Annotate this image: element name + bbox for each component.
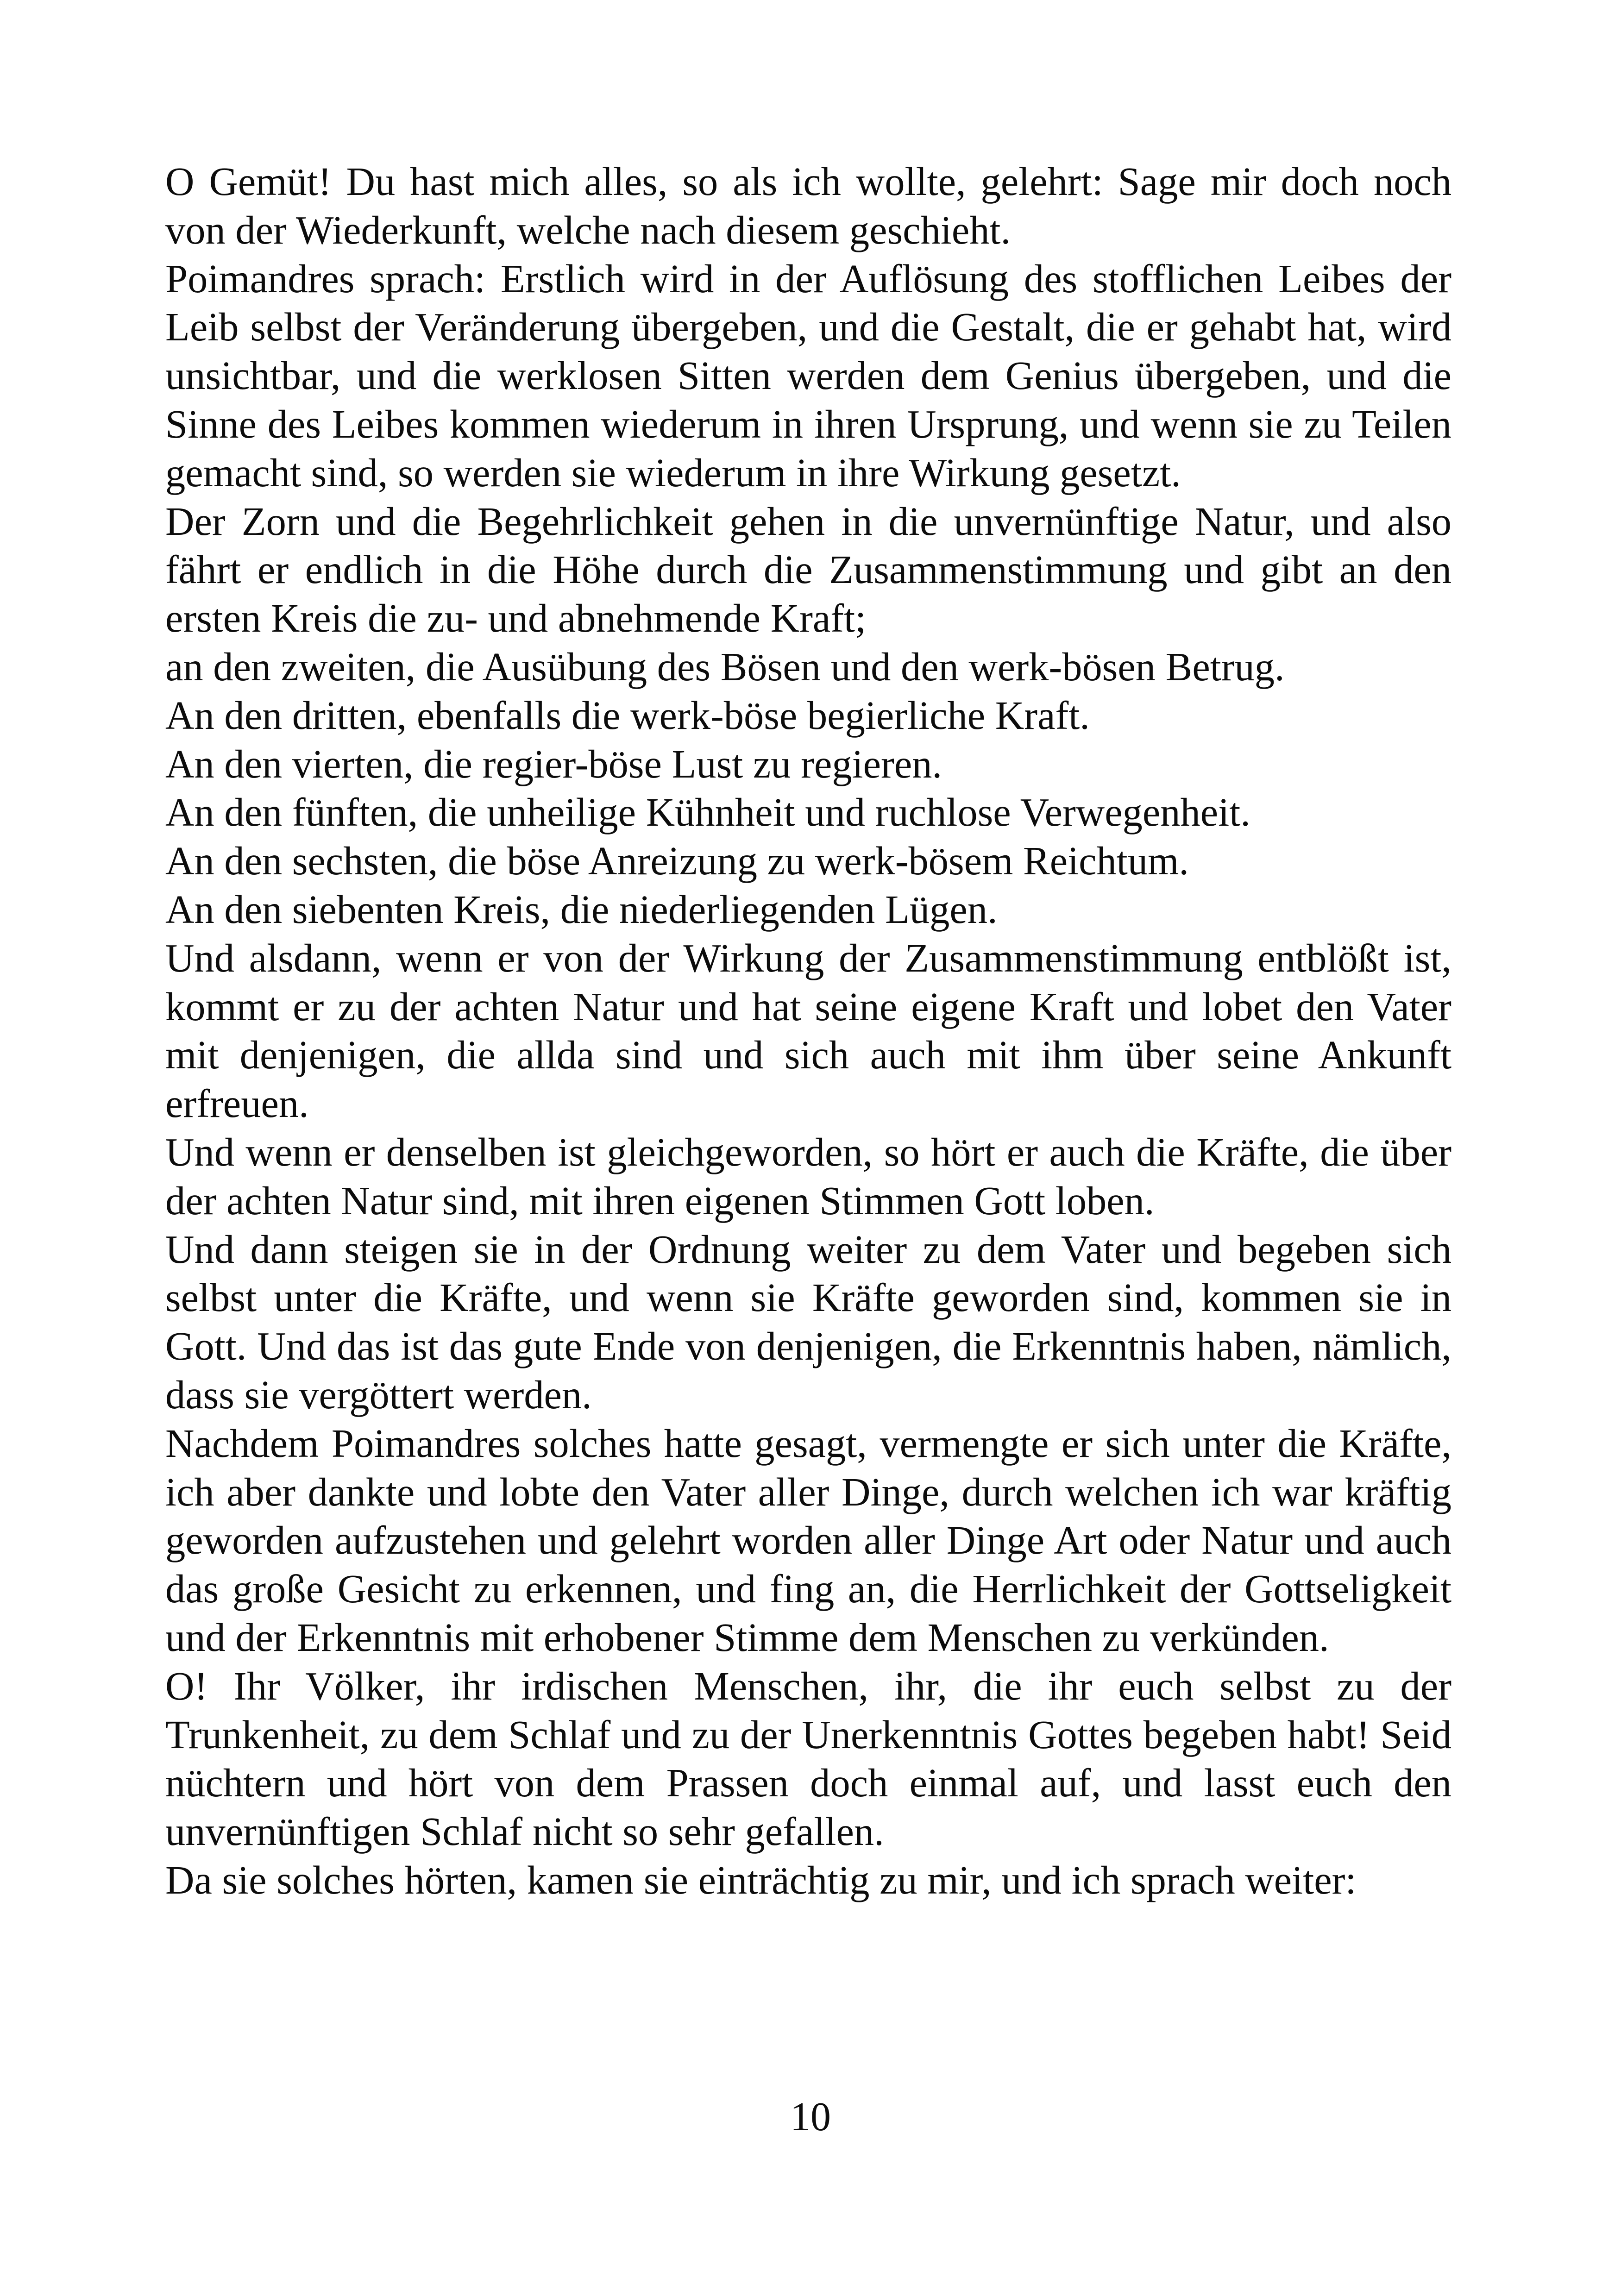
paragraph: Und wenn er denselben ist gleichgeworden, so hört er auch die Kräfte, die über der achten Natur sind, mit ihren eigenen Stimmen Gott loben. (165, 1129, 1451, 1223)
paragraph: Poimandres sprach: Erstlich wird in der Auflösung des stofflichen Leibes der Leib selbst der Veränderung übergeben, und die Gestalt, die er gehabt hat, wird unsichtbar, und die werklosen Sitten werden dem Genius übergeben, und die Sinne des Leibes kommen wiederum in ihren Ursprung, und wenn sie zu Teilen gemacht sind, so werden sie wiederum in ihre Wirkung gesetzt. (165, 256, 1451, 495)
paragraph: An den sechsten, die böse Anreizung zu werk-bösem Reichtum. (165, 839, 1189, 884)
paragraph: O Gemüt! Du hast mich alles, so als ich wollte, gelehrt: Sage mir doch noch von der Wiederkunft, welche nach diesem geschieht. (165, 159, 1451, 252)
paragraph: Da sie solches hörten, kamen sie einträchtig zu mir, und ich sprach weiter: (165, 1857, 1357, 1902)
paragraph: O! Ihr Völker, ihr irdischen Menschen, ihr, die ihr euch selbst zu der Trunkenheit, zu dem Schlaf und zu der Unerkenntnis Gottes begeben habt! Seid nüchtern und hört von dem Prassen doch einmal auf, und lasst euch den unvernünftigen Schlaf nicht so sehr gefallen. (165, 1663, 1451, 1854)
paragraph: an den zweiten, die Ausübung des Bösen und den werk-bösen Betrug. (165, 644, 1285, 689)
paragraph: Nachdem Poimandres solches hatte gesagt, vermengte er sich unter die Kräfte, ich aber dankte und lobte den Vater aller Dinge, durch welchen ich war kräftig geworden aufzustehen und gelehrt worden aller Dinge Art oder Natur und auch das große Gesicht zu erkennen, und fing an, die Herrlichkeit der Gottseligkeit und der Erkenntnis mit erhobener Stimme dem Menschen zu verkünden. (165, 1421, 1451, 1660)
paragraph: Und alsdann, wenn er von der Wirkung der Zusammenstimmung entblößt ist, kommt er zu der achten Natur und hat seine eigene Kraft und lobet den Vater mit denjenigen, die allda sind und sich auch mit ihm über seine Ankunft erfreuen. (165, 935, 1451, 1126)
paragraph: An den siebenten Kreis, die niederliegenden Lügen. (165, 887, 998, 932)
page-number: 10 (790, 2095, 831, 2139)
paragraph: Und dann steigen sie in der Ordnung weiter zu dem Vater und begeben sich selbst unter die Kräfte, und wenn sie Kräfte geworden sind, kommen sie in Gott. Und das ist das gute Ende von denjenigen, die Erkenntnis haben, nämlich, dass sie vergöttert werden. (165, 1227, 1451, 1417)
body-text (165, 157, 1451, 1905)
paragraph: An den dritten, ebenfalls die werk-böse begierliche Kraft. (165, 693, 1090, 738)
paragraph: An den vierten, die regier-böse Lust zu regieren. (165, 741, 942, 786)
paragraph: Der Zorn und die Begehrlichkeit gehen in die unvernünftige Natur, und also fährt er endlich in die Höhe durch die Zusammenstimmung und gibt an den ersten Kreis die zu- und abnehmende Kraft; (165, 499, 1451, 641)
paragraph: An den fünften, die unheilige Kühnheit und ruchlose Verwegenheit. (165, 790, 1250, 835)
